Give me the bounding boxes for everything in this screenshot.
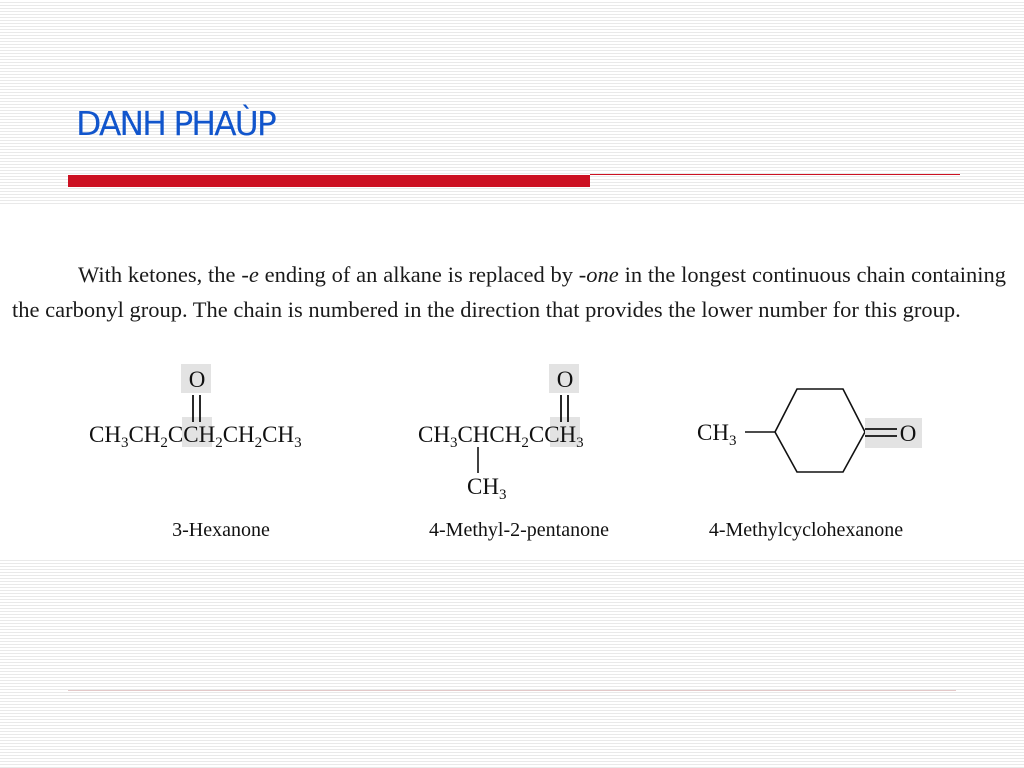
structure-4-methyl-2-pentanone xyxy=(418,364,609,541)
paragraph-italic-e: e xyxy=(248,261,259,287)
paragraph-italic-one: one xyxy=(586,261,619,287)
name-3-hexanone: 3-Hexanone xyxy=(172,519,270,541)
formula-3-hexanone: $CH_3CH_2CCH_2CH_2CH_3$ xyxy=(89,422,302,451)
structure-3-hexanone xyxy=(89,364,302,541)
paragraph-text-2: ending of an alkane is replaced by - xyxy=(258,261,587,287)
methyl-substituent: $CH_3$ xyxy=(697,420,737,449)
carbonyl-oxygen: O xyxy=(899,421,917,446)
methyl-branch: $CH_3$ xyxy=(467,474,507,503)
carbonyl-oxygen: O xyxy=(188,367,206,392)
structures-figure xyxy=(0,355,1024,555)
title-underline-thick xyxy=(68,175,590,187)
name-4-methyl-2-pentanone: 4-Methyl-2-pentanone xyxy=(429,519,609,541)
name-4-methylcyclohexanone: 4-Methylcyclohexanone xyxy=(708,519,904,541)
paragraph-text-1: With ketones, the - xyxy=(78,261,249,287)
slide-title: DANH PHAÙP xyxy=(76,104,275,143)
formula-4-methyl-2-pentanone: $CH_3CHCH_2CCH_3$ xyxy=(418,422,584,451)
structure-4-methylcyclohexanone xyxy=(697,389,922,541)
carbonyl-oxygen: O xyxy=(556,367,574,392)
cyclohexane-ring xyxy=(775,389,865,472)
paragraph-text-3: in the longest continuous chain containing the carbonyl group. The chain is numbered in the direction that provides the lower number for this group. xyxy=(12,261,1006,322)
footer-divider xyxy=(68,690,956,691)
title-underline-thin xyxy=(590,174,960,175)
body-paragraph xyxy=(12,257,1006,327)
